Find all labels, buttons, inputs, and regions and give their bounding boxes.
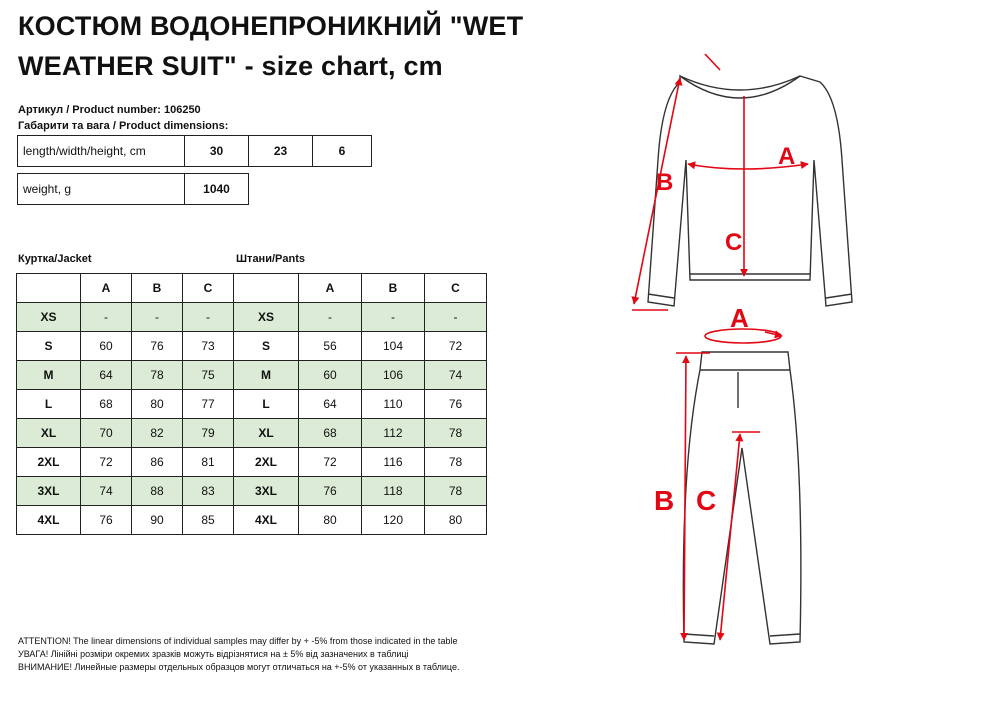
width-value: 23 <box>249 136 313 167</box>
jacket-size-cell: L <box>17 390 81 419</box>
pants-a-cell: 72 <box>299 448 362 477</box>
pants-c-cell: 78 <box>425 419 487 448</box>
jacket-size-cell: M <box>17 361 81 390</box>
jacket-a-cell: 70 <box>81 419 132 448</box>
note-ukrainian: УВАГА! Лінійні розміри окремих зразків можуть відрізнятися на ± 5% від зазначених в таблиці <box>18 649 409 659</box>
pants-label-a: A <box>730 303 749 333</box>
jacket-a-cell: 64 <box>81 361 132 390</box>
note-english: ATTENTION! The linear dimensions of individual samples may differ by + -5% from those indicated in the table <box>18 636 458 646</box>
note-russian: ВНИМАНИЕ! Линейные размеры отдельных образцов могут отличаться на +-5% от указанных в таблице. <box>18 662 460 672</box>
jacket-size-cell: XS <box>17 303 81 332</box>
jacket-size-cell: 2XL <box>17 448 81 477</box>
jacket-c-cell: 81 <box>183 448 234 477</box>
pants-a-cell: 80 <box>299 506 362 535</box>
pants-col-a: A <box>299 274 362 303</box>
jacket-b-cell: 78 <box>132 361 183 390</box>
pants-c-cell: 78 <box>425 448 487 477</box>
table-row <box>17 419 487 448</box>
jacket-c-cell: 75 <box>183 361 234 390</box>
pants-size-cell: S <box>234 332 299 361</box>
pants-size-cell: M <box>234 361 299 390</box>
weight-table <box>17 173 249 205</box>
dimensions-heading: Габарити та вага / Product dimensions: <box>18 120 229 132</box>
jacket-label-c: C <box>725 229 743 256</box>
jacket-a-cell: 74 <box>81 477 132 506</box>
pants-caption: Штани/Pants <box>236 253 305 265</box>
pants-size-cell: XL <box>234 419 299 448</box>
pants-col-b: B <box>362 274 425 303</box>
pants-c-cell: 72 <box>425 332 487 361</box>
pants-size-cell: L <box>234 390 299 419</box>
pants-b-cell: 110 <box>362 390 425 419</box>
length-value: 30 <box>185 136 249 167</box>
jacket-a-cell: 76 <box>81 506 132 535</box>
table-row <box>17 477 487 506</box>
pants-b-cell: 118 <box>362 477 425 506</box>
jacket-label-b: B <box>656 169 674 196</box>
dimensions-table <box>17 135 372 167</box>
title-line-2: WEATHER SUIT" - size chart, cm <box>18 51 443 81</box>
pants-c-cell: 80 <box>425 506 487 535</box>
jacket-illustration <box>648 76 852 306</box>
jacket-b-cell: 88 <box>132 477 183 506</box>
height-value: 6 <box>313 136 372 167</box>
pants-a-cell: - <box>299 303 362 332</box>
pants-col-c: C <box>425 274 487 303</box>
pants-b-cell: 106 <box>362 361 425 390</box>
garment-figure <box>610 40 870 660</box>
jacket-a-cell: 60 <box>81 332 132 361</box>
jacket-a-cell: 72 <box>81 448 132 477</box>
pants-size-cell: 4XL <box>234 506 299 535</box>
pants-size-cell: 3XL <box>234 477 299 506</box>
table-row <box>17 332 487 361</box>
table-row <box>17 506 487 535</box>
pants-b-cell: 120 <box>362 506 425 535</box>
jacket-b-cell: 82 <box>132 419 183 448</box>
table-row <box>17 361 487 390</box>
pants-a-cell: 56 <box>299 332 362 361</box>
pants-a-cell: 64 <box>299 390 362 419</box>
jacket-a-cell: - <box>81 303 132 332</box>
header-blank-pants <box>234 274 299 303</box>
jacket-size-cell: 3XL <box>17 477 81 506</box>
jacket-col-c: C <box>183 274 234 303</box>
jacket-b-cell: 80 <box>132 390 183 419</box>
jacket-a-cell: 68 <box>81 390 132 419</box>
weight-label: weight, g <box>18 174 185 205</box>
jacket-b-cell: 86 <box>132 448 183 477</box>
table-row <box>17 390 487 419</box>
title-line-1: КОСТЮМ ВОДОНЕПРОНИКНИЙ "WET <box>18 11 524 41</box>
table-row <box>17 448 487 477</box>
header-blank-jacket <box>17 274 81 303</box>
pants-measure-lines <box>676 353 760 640</box>
jacket-c-cell: 77 <box>183 390 234 419</box>
size-table <box>16 273 487 535</box>
jacket-b-cell: 90 <box>132 506 183 535</box>
table-row <box>17 303 487 332</box>
jacket-size-cell: XL <box>17 419 81 448</box>
pants-b-cell: 112 <box>362 419 425 448</box>
jacket-col-b: B <box>132 274 183 303</box>
jacket-b-cell: 76 <box>132 332 183 361</box>
pants-label-c: C <box>696 485 717 516</box>
pants-a-cell: 68 <box>299 419 362 448</box>
pants-c-cell: 74 <box>425 361 487 390</box>
dimensions-label: length/width/height, cm <box>18 136 185 167</box>
size-table-header <box>17 274 487 303</box>
pants-a-cell: 76 <box>299 477 362 506</box>
article-number: Артикул / Product number: 106250 <box>18 104 201 116</box>
pants-c-cell: 78 <box>425 477 487 506</box>
jacket-c-cell: 79 <box>183 419 234 448</box>
jacket-col-a: A <box>81 274 132 303</box>
pants-label-b: B <box>654 485 675 516</box>
pants-size-cell: XS <box>234 303 299 332</box>
pants-b-cell: 104 <box>362 332 425 361</box>
jacket-c-cell: - <box>183 303 234 332</box>
pants-c-cell: - <box>425 303 487 332</box>
jacket-c-cell: 73 <box>183 332 234 361</box>
weight-value: 1040 <box>185 174 249 205</box>
jacket-c-cell: 85 <box>183 506 234 535</box>
jacket-size-cell: S <box>17 332 81 361</box>
pants-c-cell: 76 <box>425 390 487 419</box>
pants-size-cell: 2XL <box>234 448 299 477</box>
pants-b-cell: - <box>362 303 425 332</box>
jacket-size-cell: 4XL <box>17 506 81 535</box>
jacket-b-cell: - <box>132 303 183 332</box>
jacket-label-a: A <box>778 143 796 170</box>
jacket-c-cell: 83 <box>183 477 234 506</box>
jacket-caption: Куртка/Jacket <box>18 253 92 265</box>
pants-b-cell: 116 <box>362 448 425 477</box>
page-title <box>18 6 618 86</box>
pants-a-cell: 60 <box>299 361 362 390</box>
